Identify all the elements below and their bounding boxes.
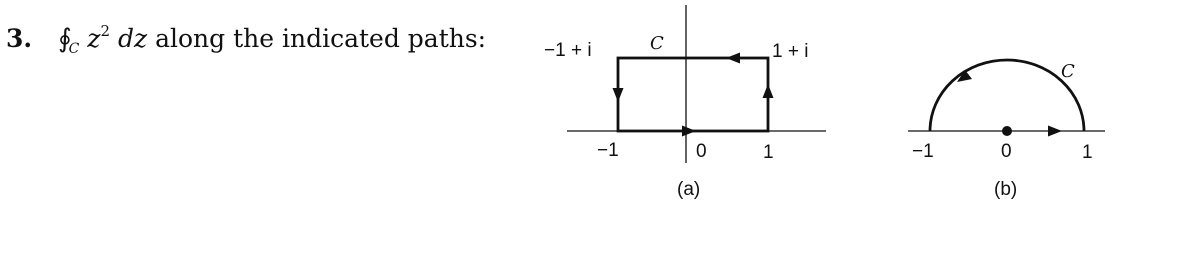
problem-description: along the indicated paths: (155, 24, 487, 53)
integrand-exponent: 2 (100, 22, 110, 40)
a-label-curve: C (650, 33, 664, 54)
b-caption: (b) (994, 179, 1018, 200)
b-label-origin: 0 (1001, 141, 1012, 162)
a-arrow-top (726, 53, 740, 64)
b-label-right: 1 (1082, 142, 1093, 163)
b-arrow-axis (1048, 126, 1062, 137)
a-label-top-right: 1 + i (772, 41, 809, 62)
a-label-bottom-left: −1 (597, 140, 619, 161)
integrand-base: z (87, 24, 101, 53)
problem-number: 3. (6, 24, 33, 53)
contour-integral-icon: ∮ (58, 24, 72, 54)
a-arrow-left (613, 88, 624, 102)
b-origin-dot (1002, 126, 1012, 136)
contour-subscript: C (68, 41, 80, 57)
a-arrow-bottom (682, 126, 696, 137)
a-label-origin: 0 (696, 141, 707, 162)
a-label-top-left: −1 + i (544, 40, 592, 61)
a-rectangle-path (618, 58, 768, 131)
a-arrow-right (763, 84, 774, 98)
differential: dz (117, 24, 148, 53)
b-label-left: −1 (912, 141, 934, 162)
figure-b (908, 60, 1105, 137)
a-label-bottom-right: 1 (763, 142, 774, 163)
b-label-curve: C (1061, 61, 1075, 82)
a-caption: (a) (677, 179, 701, 200)
